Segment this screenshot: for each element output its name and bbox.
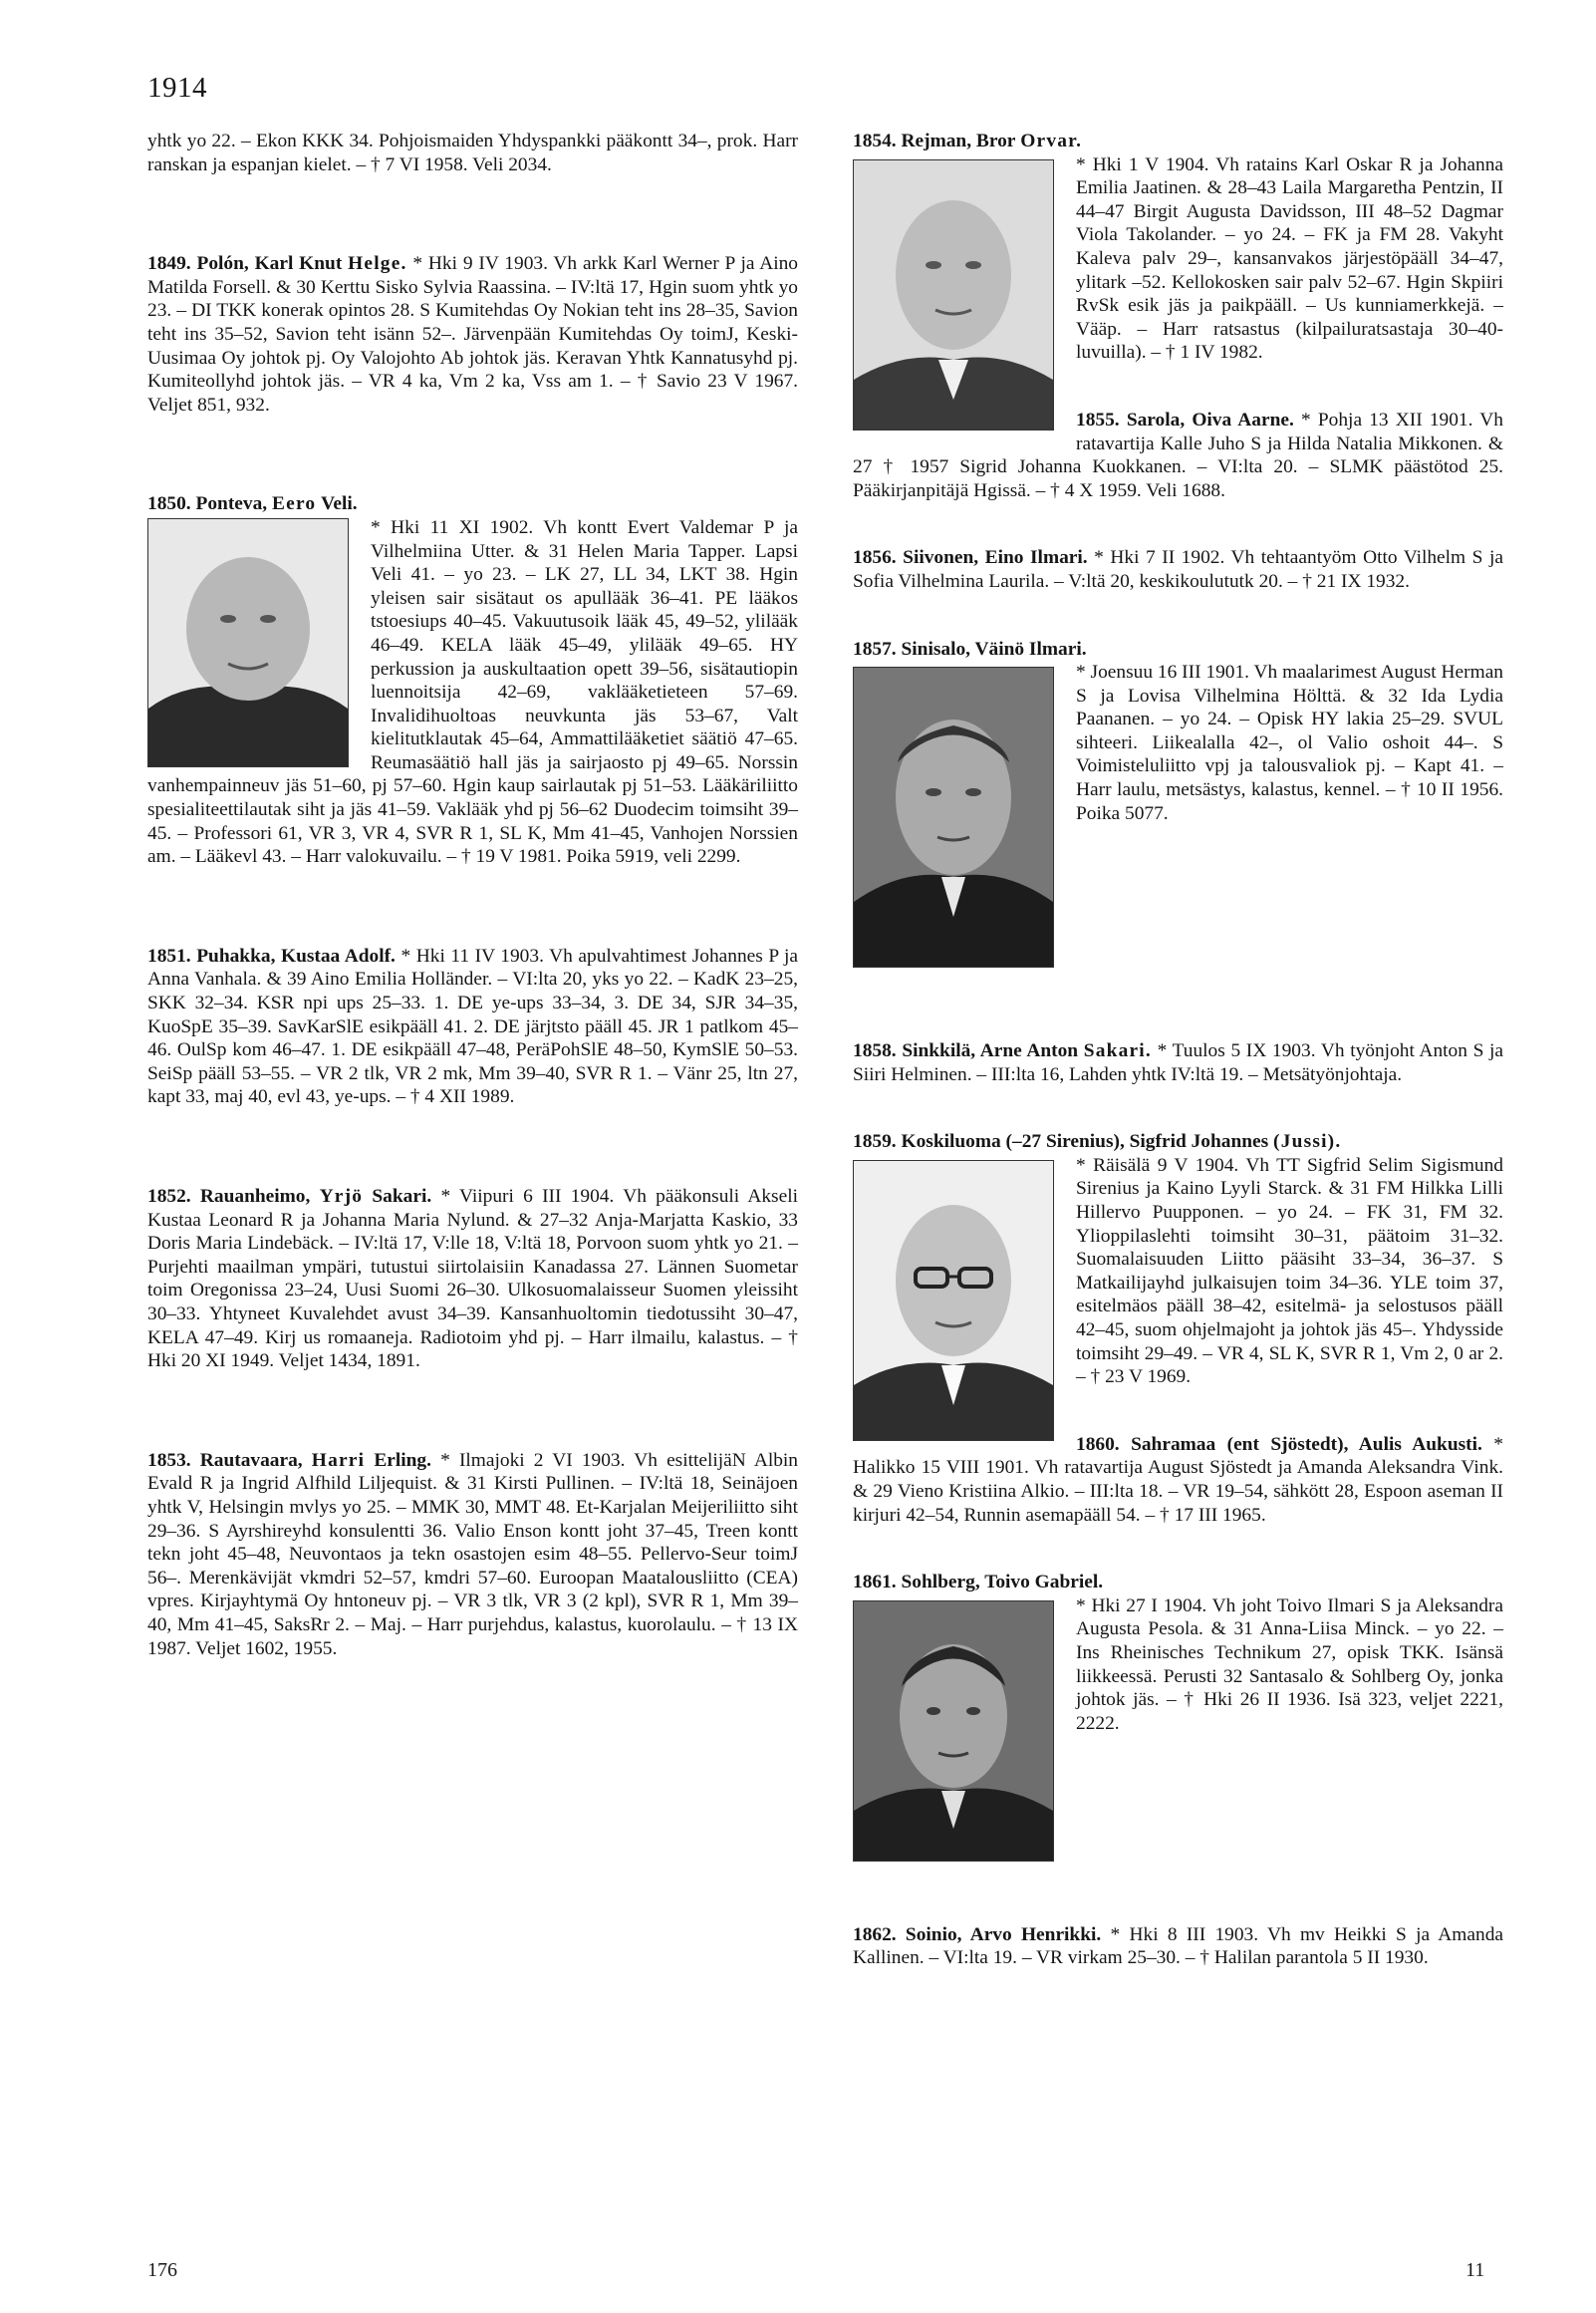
entry-name: Ponteva, [195, 493, 268, 515]
entry-number: 1857. [853, 638, 897, 660]
entry-nickname: Harri [311, 1449, 366, 1471]
portrait-photo-sinisalo [853, 667, 1054, 968]
entry-number: 1851. [147, 945, 191, 967]
entry-1862 [853, 1923, 1503, 1970]
entry-text: * Hki 11 IV 1903. Vh apulvahtimest Johannes P ja Anna Vanhala. & 39 Aino Emilia Holländer. – VI:lta 20, yks yo 22. – KadK 23–25, SKK 32–34. KSR npi ups 25–33. 1. DE ye-ups 33–34, 3. DE 34, SJR 34–35, KuoSpE 35–39. SavKarSlE esikpääll 41. 2. DE järjtsto pääll 45. JR 1 patlkom 45–46. OulSp kom 46–47. 1. DE esikpääll 47–48, PeräPohSlE 48–50, KymSlE 50–53. SeiSp pääll 53–55. – VR 2 tlk, VR 2 mk, Mm 39–40, SVR R 1. – Vänr 25, ltn 27, kapt 33, maj 40, evl 43, ye-ups. – † 4 XII 1989. [147, 945, 798, 1108]
entry-1857 [853, 638, 1503, 971]
portrait-photo-rejman [853, 159, 1054, 431]
entry-text: * Viipuri 6 III 1904. Vh pääkonsuli Akseli Kustaa Leonard R ja Johanna Maria Nylund. & 27–32 Anja-Marjatta Kaskio, 33 Doris Maria Lindebäck. – IV:ltä 17, V:lle 18, V:ltä 18, Porvoon suom yhtk yo 21. – Purjehti maailman ympäri, tutustui siirtolaisiin Kanadassa 27. Lännen Suometar toim Oregonissa 23–24, Uusi Suomi 26–30. Ulkosuomalaisseur Suomen yleissiht 30–33. Yhtyneet Kuvalehdet avust 34–39. Kansanhuoltomin tiedotussiht 30–47, KELA 47–49. Kirj us romaaneja. Radiotoim yhd pj. – Harr ilmailu, kalastus. – † Hki 20 XI 1949. Veljet 1434, 1891. [147, 1186, 798, 1372]
entry-number: 1860. [1076, 1433, 1120, 1455]
portrait-image [854, 160, 1053, 430]
entry-number: 1853. [147, 1449, 191, 1471]
entry-1860 [853, 1433, 1503, 1527]
entry-1849 [147, 252, 798, 417]
entry-name: Koskiluoma (–27 Sirenius), Sigfrid Johannes [901, 1131, 1269, 1153]
entry-continuation [147, 130, 798, 176]
entry-text: * Pohja 13 XII 1901. Vh ratavartija Kalle Juho S ja Hilda Natalia Mikkonen. & 27 † 1957 Sigrid Johanna Kuokkanen. – VI:lta 20. – SLMK päästötod 25. Pääkirjanpitäjä Hgissä. – † 4 X 1959. Veli 1688. [853, 409, 1503, 501]
entry-1851 [147, 945, 798, 1109]
entry-name: Sohlberg, Toivo Gabriel. [901, 1572, 1104, 1593]
entry-name-second: Erling. [374, 1449, 431, 1471]
entry-text: * Hki 9 IV 1903. Vh arkk Karl Werner P ja Aino Matilda Forsell. & 30 Kerttu Sisko Sylvia Raassina. – IV:ltä 17, Hgin suom yhtk yo 23. – DI TKK konerak opintos 28. S Kumitehdas Oy Nokian teht ins 28–35, Savion teht ins 35–52, Savion teht isänn 52–. Järvenpään Kumitehdas Oy toimJ, Keski-Uusimaa Oy johtok pj. Oy Valojohto Ab johtok jäs. Keravan Yhtk Kannatusyhd pj. Kumiteollyhd johtok jäs. – VR 4 ka, Vm 2 ka, Vss am 1. – † Savio 23 V 1967. Veljet 851, 932. [147, 253, 798, 416]
entry-1858 [853, 1039, 1503, 1086]
entry-text: * Räisälä 9 V 1904. Vh TT Sigfrid Selim Sigismund Sirenius ja Kaino Lyyli Starck. & 31 FM Hilkka Lilli Hillervo Puupponen. – yo 24. – FK 31, FM 32. Ylioppilaslehti toimsiht 30–31, päätoim 31–32. Suomalaisuuden Liitto pääsiht 33–34, 36–37. S Matkailijayhd julkaisujen toim 34–36. YLE toim 37, esitelmäos pääll 38–42, esitelmä- ja selostusos pääll 42–45, suom ohjelmajoht ja johtok jäs 45–. Yhdysside toimsiht 29–49. – VR 4, SL K, SVR R 1, Vm 2, 0 ar 2. – † 23 V 1969. [1076, 1154, 1503, 1388]
entry-name: Rejman, Bror [901, 131, 1016, 151]
entry-1856 [853, 546, 1503, 593]
entry-number: 1852. [147, 1186, 191, 1207]
entry-text: * Ilmajoki 2 VI 1903. Vh esittelijäN Albin Evald R ja Ingrid Alfhild Liljequist. & 31 Kirsti Pullinen. – IV:ltä 18, Seinäjoen yhtk V, Helsingin mvlys yo 25. – MMK 30, MMT 48. Et-Karjalan Meijeriliitto siht 29–36. S Ayrshireyhd konsulentti 36. Valio Enson kontt joht 37–45, Treen kontt tekn joht 45–48, Neuvontaos ja tekn osastojen esim 48–55. Pellervo-Seur toimJ 56–. Merenkävijät vkmdri 52–57, kmdri 57–60. Euroopan Maatalousliitto (CEA) vpres. Kirjayhtymä Oy hntoneuv pj. – VR 3 tlk, VR 3 (2 kpl), SVR R 1, Mm 39–40, Mm 41–45, SaksRr 2. – Maj. – Harr purjehdus, kalastus, kuorolaulu. – † 13 IX 1987. Veljet 1602, 1955. [147, 1449, 798, 1659]
entry-number: 1849. [147, 253, 191, 275]
entry-number: 1856. [853, 547, 897, 569]
entry-number: 1850. [147, 493, 191, 515]
entry-name: Polón, Karl Knut [196, 253, 343, 275]
entry-1861 [853, 1571, 1503, 1864]
entry-text: * Hki 8 III 1903. Vh mv Heikki S ja Amanda Kallinen. – VI:lta 19. – VR virkam 25–30. – † Halilan parantola 5 II 1930. [853, 1923, 1503, 1969]
portrait-photo-ponteva [147, 518, 349, 767]
entry-text: * Hki 1 V 1904. Vh ratains Karl Oskar R ja Johanna Emilia Jaatinen. & 28–43 Laila Margaretha Pentzin, II 44–47 Birgit Augusta Davidsson, III 48–52 Dagmar Viola Takolander. – yo 24. – FK ja FM 28. Vakyht Kaleva palv 29–, kansanvakos järjestöpääll 34–47, ylitark –52. Kellokosken sair palv 52–67. Hgin Skpiiri RvSk esik jäs ja paikpääll. – Us kunniamerkkejä. – Vääp. – Harr ratsastus (kilpailuratsastaja 30–40-luvuilla). – † 1 IV 1982. [1076, 153, 1503, 364]
continuation-text: yhtk yo 22. – Ekon KKK 34. Pohjoismaiden Yhdyspankki pääkontt 34–, prok. Harr ranskan ja espanjan kielet. – † 7 VI 1958. Veli 2034. [147, 131, 798, 175]
portrait-image [854, 1601, 1053, 1861]
entry-nickname: Orvar. [1020, 131, 1083, 151]
entry-name: Sahramaa (ent Sjöstedt), Aulis Aukusti. [1131, 1433, 1482, 1455]
entry-name: Sinkkilä, Arne Anton [902, 1040, 1079, 1062]
entry-nickname: Sakari. [1083, 1040, 1152, 1062]
entry-nickname: Helge. [348, 253, 407, 275]
entry-name-second: Veli. [321, 493, 358, 515]
entry-text: * Tuulos 5 IX 1903. Vh työnjoht Anton S ja Siiri Helminen. – III:lta 16, Lahden yhtk IV:ltä 19. – Metsätyönjohtaja. [853, 1040, 1504, 1085]
portrait-image [854, 1161, 1053, 1440]
entry-name: Sinisalo, Väinö Ilmari. [901, 638, 1087, 660]
entry-number: 1862. [853, 1923, 897, 1945]
page-header-number: 1914 [147, 72, 207, 104]
entry-name: Sarola, Oiva Aarne. [1126, 409, 1294, 431]
entry-1852 [147, 1185, 798, 1373]
entry-1854 [853, 130, 1503, 365]
entry-name: Soinio, Arvo Henrikki. [905, 1923, 1102, 1945]
entry-nickname: Eero [272, 493, 317, 515]
entry-1853 [147, 1449, 798, 1660]
entry-name: Puhakka, Kustaa Adolf. [196, 945, 396, 967]
entry-number: 1859. [853, 1131, 897, 1153]
entry-text: * Hki 7 II 1902. Vh tehtaantyöm Otto Vilhelm S ja Sofia Vilhelmina Laurila. – V:ltä 20, keskikoulututk 20. – † 21 IX 1932. [853, 547, 1503, 592]
left-column [147, 130, 798, 1690]
entry-number: 1855. [1076, 409, 1120, 431]
right-column [853, 130, 1503, 2000]
entry-nickname: (Jussi). [1273, 1131, 1342, 1153]
entry-1850 [147, 492, 798, 869]
entry-nickname: Yrjö [319, 1186, 364, 1207]
entry-name: Siivonen, Eino Ilmari. [903, 547, 1088, 569]
portrait-photo-koskiluoma [853, 1160, 1054, 1441]
entry-text: * Hki 27 I 1904. Vh joht Toivo Ilmari S ja Aleksandra Augusta Pesola. & 31 Anna-Liisa Minck. – yo 22. – Ins Rheinisches Technikum 27, opisk TKK. Isänsä liikkeessä. Perusti 32 Santasalo & Sohlberg Oy, jonka johtok jäs. – † Hki 26 II 1936. Isä 323, veljet 2221, 2222. [1076, 1594, 1503, 1734]
page-number-right: 11 [1465, 2259, 1485, 2281]
entry-text: * Joensuu 16 III 1901. Vh maalarimest August Herman S ja Lovisa Vilhelmina Hölttä. & 32 Ida Lydia Paananen. – yo 24. – Opisk HY lakia 25–29. SVUL sihteeri. Liikealalla 42–, ol Valio oshoit 44–. S Voimisteluliitto vpj ja talousvaliok pj. – Kapt 41. – Harr laulu, metsästys, kalastus, kennel. – † 10 II 1956. Poika 5077. [1076, 662, 1503, 824]
entry-name: Rauanheimo, [199, 1186, 311, 1207]
portrait-image [854, 668, 1053, 967]
entry-name-second: Sakari. [372, 1186, 432, 1207]
entry-name: Rautavaara, [199, 1449, 303, 1471]
entry-number: 1854. [853, 131, 897, 151]
entry-text: * Halikko 15 VIII 1901. Vh ratavartija August Sjöstedt ja Amanda Aleksandra Vink. & 29 Vieno Kristiina Alkio. – III:lta 18. – VR 19–54, sähkött 28, Espoon aseman II kirjuri 42–54, Runnin asemapääll 54. – † 17 III 1965. [853, 1433, 1503, 1526]
entry-1859 [853, 1130, 1503, 1389]
page-number-left: 176 [147, 2259, 177, 2281]
entry-number: 1861. [853, 1572, 897, 1593]
portrait-photo-sohlberg [853, 1600, 1054, 1862]
entry-text: * Hki 11 XI 1902. Vh kontt Evert Valdemar P ja Vilhelmiina Utter. & 31 Helen Maria Tapper. Lapsi Veli 41. – yo 23. – LK 27, LL 34, LKT 38. Hgin yleisen sair sisätaut os apullääk 36–41. PE lääkos tstoesiups 40–45. Vakuutusoik lääk 45, 49–52, ylilääk 46–49. KELA lääk 45–49, ylilääk 49–65. HY perkussion ja auskultaation opett 39–56, sisätautiopin luennoitsija 42–69, vaklääketieteen 57–69. Invalidihuoltoas neuvkunta jäs 53–67, Valt kielitutklautak 45–64, Ammattilääketiet säätiö 47–65. Reumasäätiö hall jäs ja sairjaosto pj 49–65. Norssin vanhempainneuv jäs 51–60, pj 57–60. Hgin kaup sairlautak pj 51–53. Lääkäriliitto spesialiteettilautak siht ja jäs 41–59. Vaklääk yhd pj 56–62 Duodecim toimsiht 39–45. – Professori 61, VR 3, VR 4, SVR R 1, SL K, Mm 41–45, Vanhojen Norssien am. – Lääkevl 43. – Harr valokuvailu. – † 19 V 1981. Poika 5919, veli 2299. [147, 516, 798, 868]
entry-number: 1858. [853, 1040, 897, 1062]
portrait-image [148, 519, 348, 766]
